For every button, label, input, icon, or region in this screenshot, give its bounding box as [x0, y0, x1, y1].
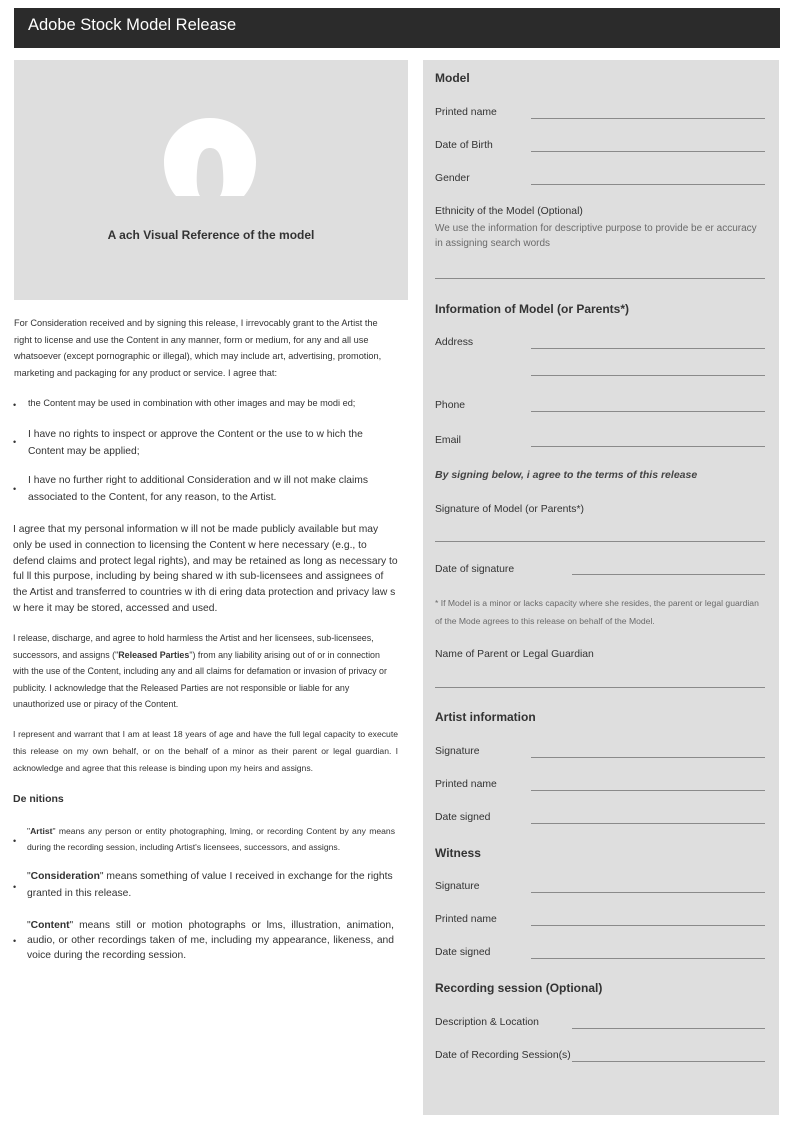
info-heading: Information of Model (or Parents*): [435, 302, 630, 316]
released-parties-term: Released Parties: [118, 649, 190, 660]
session-description-field[interactable]: [572, 1028, 765, 1029]
session-heading: Recording session (Optional): [435, 981, 603, 995]
privacy-paragraph: I agree that my personal information w ill not be made publicly available but may only be used in connection to licensing the Content w here necessary (e.g., to defend claims and protect legal rights), and may be retained as long as necessary to ful ll this purpose, including by being shared w ith sub-licensees and assignees of the Artist and transferred to countries w ith di ering data protection and privacy law s w here it may be stored, accessed and used.: [13, 524, 398, 614]
model-signature-field[interactable]: [435, 541, 765, 542]
artist-printed-name-field[interactable]: [531, 790, 765, 791]
artist-printed-name-label: Printed name: [435, 779, 497, 790]
artist-date-label: Date signed: [435, 812, 491, 823]
definition-term: Content: [30, 920, 70, 931]
consideration-paragraph: For Consideration received and by signing this release, I irrevocably grant to the Artist the right to license and use the Content in any manner, form or medium, for any and all use whatsoever (except pornographic or illegal), which may include art, advertising, promotion, marketing and packaging for any product or service. I agree that:: [14, 318, 382, 378]
bullet-icon: •: [13, 836, 17, 846]
definition-text: means any person or entity photographing, lming, or recording Content by any means during the recording session, including Artist's licensees, successors, and assigns.: [27, 826, 395, 852]
witness-printed-name-label: Printed name: [435, 914, 497, 925]
witness-date-label: Date signed: [435, 947, 491, 958]
bullet-icon: •: [13, 484, 17, 494]
guardian-name-field[interactable]: [435, 687, 765, 688]
definition-text: means something of value I received in exchange for the rights granted in this release.: [27, 871, 393, 899]
gender-field[interactable]: [531, 184, 765, 185]
title-bar: [14, 8, 780, 48]
dob-label: Date of Birth: [435, 140, 493, 151]
list-item: the Content may be used in combination with other images and may be modi ed;: [28, 398, 356, 408]
date-of-signature-field[interactable]: [572, 574, 765, 575]
definition-item: "Consideration" means something of value I received in exchange for the rights granted in this release.: [27, 871, 393, 899]
ethnicity-note: We use the information for descriptive purpose to provide be er accuracy in assigning search words: [435, 223, 757, 249]
witness-heading: Witness: [435, 846, 481, 860]
model-signature-label: Signature of Model (or Parents*): [435, 504, 585, 515]
artist-date-field[interactable]: [531, 823, 765, 824]
artist-signature-field[interactable]: [531, 757, 765, 758]
agree-statement: By signing below, i agree to the terms of this release: [435, 469, 698, 481]
definition-text: means still or motion photographs or lms, illustration, animation, audio, or other recordings taken of me, including my appearance, likeness, and voice during the recording session.: [27, 920, 394, 962]
minor-note: * If Model is a minor or lacks capacity where she resides, the parent or legal guardian of the Mode agrees to this release on behalf of the Model.: [435, 598, 759, 626]
bullet-icon: •: [13, 400, 17, 410]
witness-date-field[interactable]: [531, 958, 765, 959]
document-title: Adobe Stock Model Release: [28, 16, 237, 34]
bullet-icon: •: [13, 437, 17, 447]
email-label: Email: [435, 435, 461, 446]
address-field-1[interactable]: [531, 348, 765, 349]
witness-signature-field[interactable]: [531, 892, 765, 893]
phone-field[interactable]: [531, 411, 765, 412]
email-field[interactable]: [531, 446, 765, 447]
ethnicity-label: Ethnicity of the Model (Optional): [435, 206, 583, 217]
dob-field[interactable]: [531, 151, 765, 152]
artist-heading: Artist information: [435, 710, 536, 724]
definition-item: "Content" means still or motion photographs or lms, illustration, animation, audio, or other recordings taken of me, including my appearance, likeness, and voice during the recording session.: [27, 920, 394, 962]
witness-printed-name-field[interactable]: [531, 925, 765, 926]
definition-term: Artist: [30, 826, 53, 836]
ethnicity-field[interactable]: [435, 278, 765, 279]
printed-name-label: Printed name: [435, 107, 497, 118]
session-date-field[interactable]: [572, 1061, 765, 1062]
phone-label: Phone: [435, 400, 466, 411]
address-field-2[interactable]: [531, 375, 765, 376]
gender-label: Gender: [435, 173, 470, 184]
release-text-pre: I release, discharge, and agree to hold harmless the Artist and her licensees, sub-licensees, successors, and assigns (": [13, 633, 374, 660]
list-item: I have no further right to additional Consideration and w ill not make claims associated to the Content, for any reason, to the Artist.: [28, 475, 368, 503]
definition-term: Consideration: [30, 871, 100, 882]
release-paragraph: [13, 630, 398, 713]
bullet-icon: •: [13, 882, 17, 892]
address-label: Address: [435, 337, 474, 348]
warranty-paragraph: I represent and warrant that I am at least 18 years of age and have the full legal capacity to execute this release on my own behalf, or on the behalf of a minor as their parent or legal guardian. I acknowledge and agree that this release is binding upon my heirs and assigns.: [13, 729, 398, 774]
person-silhouette-icon: [164, 118, 256, 198]
date-of-signature-label: Date of signature: [435, 564, 515, 575]
bullet-icon: •: [13, 936, 17, 946]
photo-caption: A ach Visual Reference of the model: [107, 228, 315, 242]
artist-signature-label: Signature: [435, 746, 480, 757]
release-text-post: ") from any liability arising out of or in connection with the use of the Content, including any and all claims for defamation or invasion of privacy or publicity. I acknowledge that the Released Parties are not responsible or liable for any unauthorized use or piracy of the Content.: [13, 649, 387, 710]
witness-signature-label: Signature: [435, 881, 480, 892]
printed-name-field[interactable]: [531, 118, 765, 119]
definition-item: "Artist" means any person or entity photographing, lming, or recording Content by any means during the recording session, including Artist's licensees, successors, and assigns.: [27, 826, 395, 852]
model-heading: Model: [435, 71, 470, 85]
definitions-heading: De nitions: [13, 793, 64, 805]
guardian-name-label: Name of Parent or Legal Guardian: [435, 649, 594, 660]
session-description-label: Description & Location: [435, 1017, 539, 1028]
list-item: I have no rights to inspect or approve the Content or the use to w hich the Content may be applied;: [28, 429, 363, 457]
session-date-label: Date of Recording Session(s): [435, 1050, 571, 1061]
